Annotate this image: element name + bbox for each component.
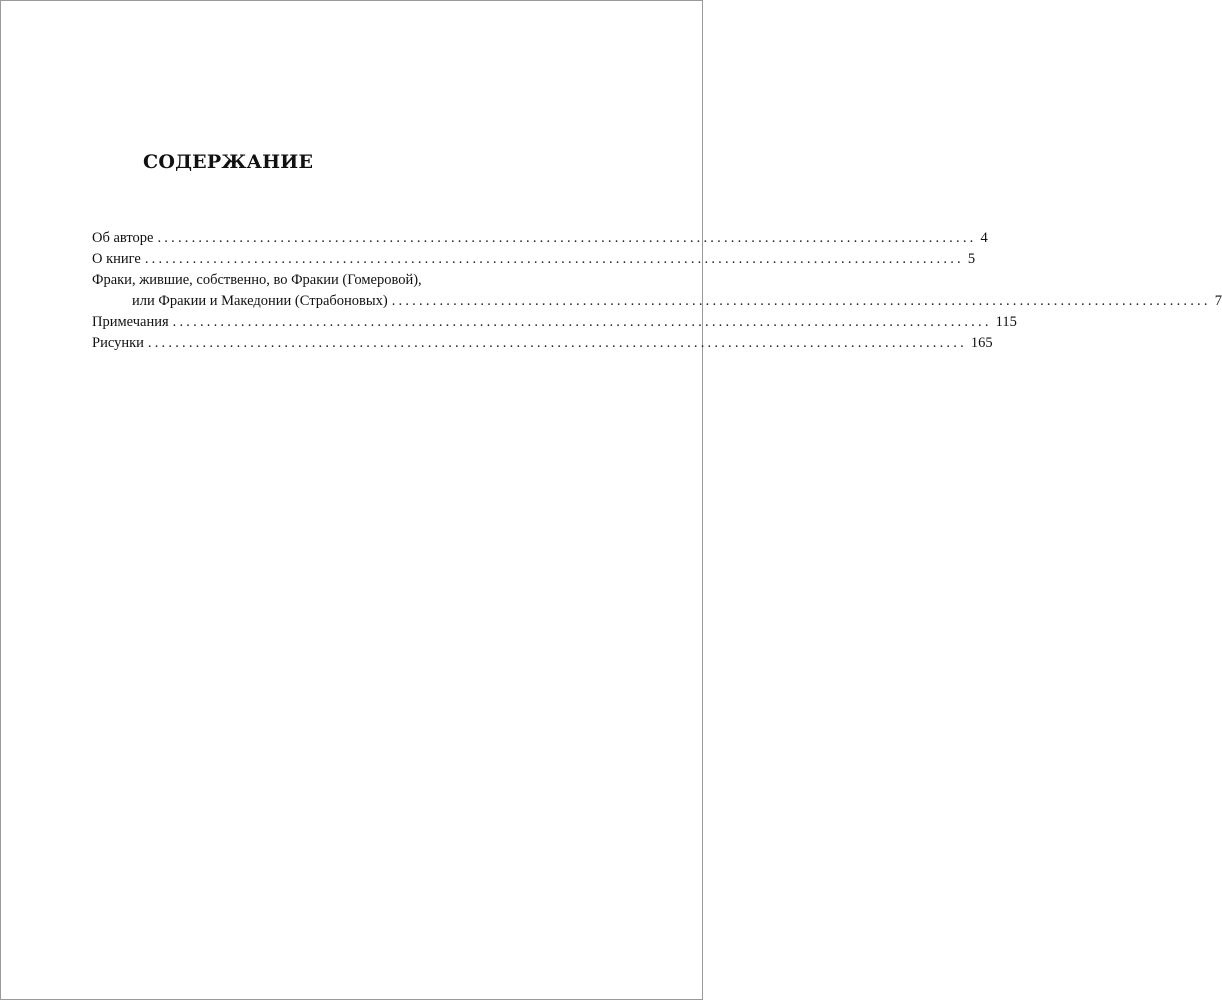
toc-entry-label: Примечания bbox=[92, 314, 169, 330]
toc-entry-label: или Фракии и Македонии (Страбоновых) bbox=[132, 293, 388, 309]
toc-entry-thracians-line2[interactable] bbox=[92, 291, 1222, 312]
toc-entry-about-author[interactable] bbox=[92, 228, 988, 249]
toc-entry-page: 4 bbox=[980, 230, 988, 246]
dot-leader: ........................................................................................................................ bbox=[172, 314, 992, 330]
toc-entry-page: 5 bbox=[967, 251, 976, 267]
dot-leader: ........................................................................................................................ bbox=[157, 230, 977, 246]
toc-entry-page: 115 bbox=[995, 314, 1017, 330]
dot-leader: ........................................................................................................................ bbox=[144, 251, 964, 267]
toc-entry-figures[interactable] bbox=[92, 333, 993, 354]
toc-entry-page: 7 bbox=[1214, 293, 1222, 309]
toc-entry-label: Фраки, жившие, собственно, во Фракии (Гомеровой), bbox=[92, 272, 422, 288]
dot-leader: ........................................................................................................................ bbox=[391, 293, 1211, 309]
toc-entry-page: 165 bbox=[970, 335, 993, 351]
toc-entry-notes[interactable] bbox=[92, 312, 1017, 333]
page-title: СОДЕРЖАНИЕ bbox=[143, 151, 314, 173]
toc-entry-thracians-line1[interactable] bbox=[92, 270, 615, 291]
dot-leader: ........................................................................................................................ bbox=[147, 335, 967, 351]
toc-entry-about-book[interactable] bbox=[92, 249, 976, 270]
toc-entry-label: Об авторе bbox=[92, 230, 154, 246]
toc-entry-label: Рисунки bbox=[92, 335, 144, 351]
toc-entry-label: О книге bbox=[92, 251, 141, 267]
table-of-contents bbox=[92, 228, 1222, 354]
